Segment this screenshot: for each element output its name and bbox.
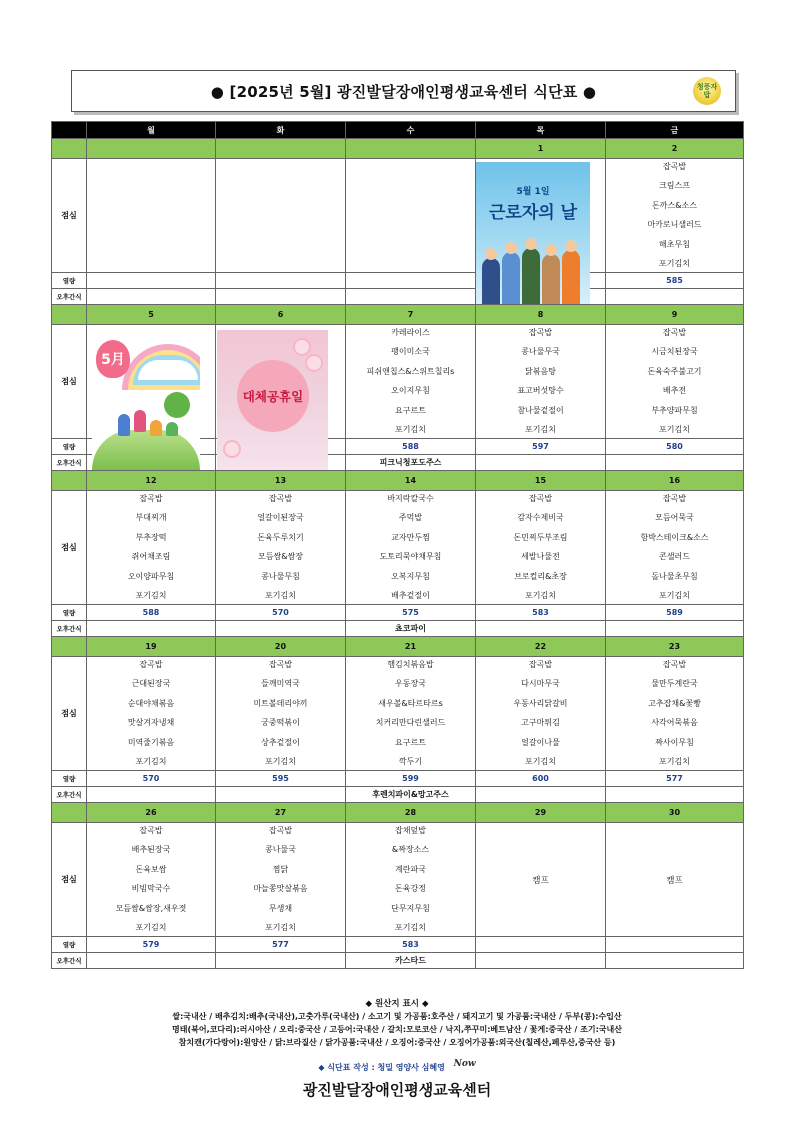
lunch-cell bbox=[346, 159, 476, 273]
menu-item: 잡곡밥 bbox=[268, 660, 293, 669]
menu-item-list bbox=[606, 159, 743, 272]
menu-item: 얼갈이나물 bbox=[521, 737, 560, 747]
menu-item: 고구마튀김 bbox=[521, 718, 560, 728]
lunch-cell bbox=[476, 823, 606, 937]
menu-item: 배추겉절이 bbox=[391, 590, 430, 600]
menu-item: 포기김치 bbox=[265, 756, 296, 766]
single-menu: 캠프 bbox=[532, 875, 549, 886]
date-row bbox=[52, 471, 744, 491]
menu-item: 햄김치볶음밥 bbox=[387, 660, 434, 669]
snack-cell bbox=[606, 621, 744, 637]
date-cell: 12 bbox=[87, 471, 216, 491]
menu-item: 포기김치 bbox=[395, 922, 426, 932]
kcal-row bbox=[52, 771, 744, 787]
menu-item: 잡곡밥 bbox=[528, 660, 553, 669]
organization-name: 광진발달장애인평생교육센터 bbox=[302, 1081, 492, 1099]
may-illustration bbox=[92, 330, 200, 470]
author-text: ◆ 식단표 작성 : 청밀 영양사 심혜영 bbox=[318, 1063, 445, 1072]
menu-item: 부추장떡 bbox=[135, 532, 167, 542]
snack-cell bbox=[216, 787, 346, 803]
menu-item: 포기김치 bbox=[265, 590, 296, 600]
kcal-cell: 583 bbox=[346, 937, 476, 953]
menu-item: 배추된장국 bbox=[131, 845, 171, 855]
menu-item: 깍두기 bbox=[398, 756, 423, 766]
menu-item: 고추잡채&꽃빵 bbox=[648, 698, 701, 708]
family-figure bbox=[118, 414, 130, 436]
menu-item: 포기김치 bbox=[525, 424, 556, 434]
menu-item: 모듬어묵국 bbox=[655, 513, 694, 523]
menu-item: 마카로니샐러드 bbox=[647, 220, 702, 230]
kcal-cell: 588 bbox=[87, 605, 216, 621]
lunch-row bbox=[52, 657, 744, 771]
date-row bbox=[52, 803, 744, 823]
menu-item: 미역줄기볶음 bbox=[127, 737, 175, 747]
menu-item: 포기김치 bbox=[135, 922, 167, 932]
snack-cell: 쵸코파이 bbox=[346, 621, 476, 637]
menu-item-list bbox=[87, 657, 215, 770]
menu-item: 잡곡밥 bbox=[268, 826, 293, 835]
menu-item: 계란파국 bbox=[395, 864, 426, 874]
kcal-cell: 577 bbox=[606, 771, 744, 787]
date-cell: 5 bbox=[87, 305, 216, 325]
weekday-header: 화 bbox=[216, 122, 346, 139]
date-label-cell bbox=[52, 637, 87, 657]
lunch-cell bbox=[346, 325, 476, 439]
snack-cell bbox=[216, 621, 346, 637]
snack-row bbox=[52, 289, 744, 305]
menu-item: 쥐어채조림 bbox=[131, 552, 171, 562]
snack-label: 오후간식 bbox=[52, 621, 87, 637]
date-cell: 27 bbox=[216, 803, 346, 823]
lunch-label: 점심 bbox=[52, 823, 87, 937]
menu-item-list bbox=[476, 657, 605, 770]
menu-item: 교자만두찜 bbox=[391, 532, 430, 542]
may-badge-text: 5月 bbox=[101, 352, 125, 368]
kcal-cell bbox=[216, 273, 346, 289]
menu-item: 세발나물전 bbox=[521, 552, 560, 562]
menu-item: 오이지무침 bbox=[391, 386, 430, 396]
menu-item: 포기김치 bbox=[265, 922, 296, 932]
family-figure bbox=[166, 422, 178, 436]
menu-item: 궁중떡볶이 bbox=[261, 718, 300, 728]
date-cell: 22 bbox=[476, 637, 606, 657]
page-title: ● [2025년 5월] 광진발달장애인평생교육센터 식단표 ● bbox=[210, 82, 597, 101]
snack-label: 오후간식 bbox=[52, 455, 87, 471]
substitute-holiday-illustration bbox=[217, 330, 328, 470]
menu-item: 포기김치 bbox=[395, 424, 426, 434]
title-box bbox=[71, 70, 736, 112]
lunch-label: 점심 bbox=[52, 159, 87, 273]
menu-item: 비빔막국수 bbox=[131, 884, 171, 894]
menu-item: 우동장국 bbox=[395, 679, 426, 689]
menu-item: 시금치된장국 bbox=[651, 347, 698, 357]
menu-item-list bbox=[476, 491, 605, 604]
menu-item: 상추겉절이 bbox=[261, 737, 300, 747]
worker-figure bbox=[562, 250, 580, 304]
date-cell bbox=[216, 139, 346, 159]
menu-item-list bbox=[87, 491, 215, 604]
substitute-holiday-text: 대체공휴일 bbox=[242, 389, 304, 404]
menu-item-list bbox=[216, 823, 345, 936]
lunch-cell bbox=[216, 491, 346, 605]
menu-item: 주먹밥 bbox=[398, 513, 423, 523]
menu-item: 요구르트 bbox=[395, 737, 426, 747]
kcal-cell: 570 bbox=[87, 771, 216, 787]
menu-item: 돈까스&소스 bbox=[652, 200, 697, 210]
kcal-row bbox=[52, 273, 744, 289]
lunch-cell bbox=[216, 159, 346, 273]
snack-cell: 피크닉청포도주스 bbox=[346, 455, 476, 471]
worker-figure bbox=[542, 254, 560, 304]
snack-row bbox=[52, 787, 744, 803]
date-cell: 26 bbox=[87, 803, 216, 823]
date-cell: 21 bbox=[346, 637, 476, 657]
menu-item: 오이양파무침 bbox=[127, 571, 175, 581]
menu-item: 돌나물초무침 bbox=[651, 571, 698, 581]
menu-item: 포기김치 bbox=[659, 590, 690, 600]
kcal-cell bbox=[476, 937, 606, 953]
kcal-label: 열량 bbox=[52, 771, 87, 787]
menu-item: 부추양파무침 bbox=[651, 405, 698, 415]
lunch-cell bbox=[476, 325, 606, 439]
menu-item: 돈육보쌈 bbox=[135, 864, 167, 874]
kcal-cell: 583 bbox=[476, 605, 606, 621]
menu-item: 잡곡밥 bbox=[139, 826, 163, 835]
snack-label: 오후간식 bbox=[52, 787, 87, 803]
menu-item: 모듬쌈&쌈장,새우젓 bbox=[115, 903, 187, 913]
date-cell: 9 bbox=[606, 305, 744, 325]
labor-day-title: 근로자의 날 bbox=[488, 203, 578, 223]
menu-item: 팽이미소국 bbox=[391, 347, 430, 357]
menu-item: 잡곡밥 bbox=[662, 660, 687, 669]
menu-item: 맛살겨자냉채 bbox=[127, 718, 175, 728]
blossom-icon bbox=[307, 356, 321, 370]
kcal-cell bbox=[87, 273, 216, 289]
menu-item: 돈육숙주불고기 bbox=[647, 366, 702, 376]
center-logo bbox=[693, 77, 721, 105]
lunch-cell bbox=[476, 491, 606, 605]
origin-title: ◆ 원산지 표시 ◆ bbox=[365, 999, 429, 1009]
date-cell bbox=[346, 139, 476, 159]
kcal-cell: 570 bbox=[216, 605, 346, 621]
snack-cell bbox=[216, 953, 346, 969]
date-cell: 29 bbox=[476, 803, 606, 823]
weekday-header: 월 bbox=[87, 122, 216, 139]
menu-item-list bbox=[606, 657, 743, 770]
family-figure bbox=[150, 420, 162, 436]
menu-item: 들깨미역국 bbox=[261, 679, 300, 689]
menu-item: 포기김치 bbox=[659, 424, 690, 434]
kcal-cell: 580 bbox=[606, 439, 744, 455]
lunch-cell bbox=[346, 491, 476, 605]
lunch-row bbox=[52, 823, 744, 937]
date-cell: 23 bbox=[606, 637, 744, 657]
lunch-cell bbox=[606, 159, 744, 273]
snack-cell bbox=[476, 953, 606, 969]
date-label-cell bbox=[52, 803, 87, 823]
lunch-cell bbox=[606, 823, 744, 937]
menu-item: 단무지무침 bbox=[391, 903, 430, 913]
snack-cell bbox=[606, 455, 744, 471]
snack-cell bbox=[87, 621, 216, 637]
menu-item: 브로컬리&초장 bbox=[514, 571, 567, 581]
lunch-cell bbox=[606, 657, 744, 771]
substitute-holiday-circle bbox=[237, 360, 309, 432]
menu-item: 무생채 bbox=[268, 903, 293, 913]
origin-line: 명태(북어,코다리):러시아산 / 오리:중국산 / 고등어:국내산 / 갈치:모로코산 / 낙지,쭈꾸미:베트남산 / 꽃게:중국산 / 조기:국내산 bbox=[172, 1025, 622, 1034]
date-cell: 16 bbox=[606, 471, 744, 491]
menu-item: 요구르트 bbox=[395, 405, 426, 415]
snack-row bbox=[52, 621, 744, 637]
kcal-label: 열량 bbox=[52, 273, 87, 289]
date-cell: 20 bbox=[216, 637, 346, 657]
lunch-cell bbox=[87, 657, 216, 771]
menu-item: 잡곡밥 bbox=[268, 494, 293, 503]
date-cell: 30 bbox=[606, 803, 744, 823]
lunch-label: 점심 bbox=[52, 325, 87, 439]
menu-item: 참나물겉절이 bbox=[517, 405, 564, 415]
snack-cell bbox=[87, 289, 216, 305]
weekday-header: 목 bbox=[476, 122, 606, 139]
kcal-cell: 589 bbox=[606, 605, 744, 621]
worker-head bbox=[545, 244, 557, 256]
menu-item: 표고버섯탕수 bbox=[517, 386, 564, 396]
weekday-header: 수 bbox=[346, 122, 476, 139]
worker-figure bbox=[482, 258, 500, 304]
worker-head bbox=[525, 238, 537, 250]
lunch-label: 점심 bbox=[52, 657, 87, 771]
kcal-cell: 588 bbox=[346, 439, 476, 455]
menu-item-list bbox=[606, 325, 743, 438]
menu-item: 잡곡밥 bbox=[139, 494, 163, 503]
snack-row bbox=[52, 953, 744, 969]
header-corner bbox=[52, 122, 87, 139]
menu-item: 부대찌개 bbox=[135, 513, 167, 523]
menu-item-list bbox=[346, 325, 475, 438]
menu-item-list bbox=[346, 657, 475, 770]
snack-cell bbox=[606, 289, 744, 305]
lunch-cell bbox=[346, 657, 476, 771]
snack-cell bbox=[476, 455, 606, 471]
date-cell: 2 bbox=[606, 139, 744, 159]
snack-cell bbox=[216, 289, 346, 305]
menu-item: 돈민찌두부조림 bbox=[513, 532, 568, 542]
kcal-cell: 585 bbox=[606, 273, 744, 289]
menu-item: 다시마무국 bbox=[521, 679, 560, 689]
date-row bbox=[52, 139, 744, 159]
menu-item: 카레라이스 bbox=[391, 328, 430, 337]
lunch-cell bbox=[216, 657, 346, 771]
worker-head bbox=[485, 248, 497, 260]
menu-item: 포기김치 bbox=[525, 590, 556, 600]
date-cell: 15 bbox=[476, 471, 606, 491]
lunch-cell bbox=[87, 823, 216, 937]
worker-head bbox=[505, 242, 517, 254]
menu-item: 잡곡밥 bbox=[662, 162, 687, 171]
snack-cell bbox=[606, 953, 744, 969]
snack-cell bbox=[606, 787, 744, 803]
menu-item: 잡곡밥 bbox=[662, 328, 687, 337]
menu-item: 돈육강정 bbox=[395, 884, 426, 894]
menu-item: 바지락칼국수 bbox=[387, 494, 434, 503]
date-cell: 13 bbox=[216, 471, 346, 491]
snack-cell: 카스타드 bbox=[346, 953, 476, 969]
labor-day-illustration bbox=[476, 162, 590, 304]
family-figure bbox=[134, 410, 146, 432]
date-cell: 7 bbox=[346, 305, 476, 325]
snack-cell bbox=[476, 787, 606, 803]
date-cell: 6 bbox=[216, 305, 346, 325]
snack-cell bbox=[87, 787, 216, 803]
menu-item: 돈육두루치기 bbox=[257, 532, 304, 542]
logo-text: 청풍자 밥 bbox=[696, 83, 718, 99]
menu-item: 순대야채볶음 bbox=[127, 698, 175, 708]
menu-item: 포기김치 bbox=[135, 590, 167, 600]
date-label-cell bbox=[52, 471, 87, 491]
blossom-icon bbox=[225, 442, 239, 456]
tree-shape bbox=[164, 392, 190, 418]
menu-item: 해초무침 bbox=[659, 239, 690, 249]
menu-item: 물만두계란국 bbox=[651, 679, 698, 689]
single-menu: 캠프 bbox=[666, 875, 683, 886]
may-heart-badge bbox=[96, 340, 130, 378]
menu-item: 포기김치 bbox=[525, 756, 556, 766]
menu-item-list bbox=[346, 491, 475, 604]
kcal-cell: 597 bbox=[476, 439, 606, 455]
menu-item: 잡채덮밥 bbox=[395, 826, 426, 835]
menu-item: 포기김치 bbox=[135, 756, 167, 766]
blossom-icon bbox=[295, 340, 309, 354]
weekday-header-row bbox=[52, 122, 744, 139]
menu-item: 짜사이무침 bbox=[655, 737, 694, 747]
menu-item-list bbox=[87, 823, 215, 936]
kcal-label: 열량 bbox=[52, 937, 87, 953]
menu-item: 새우볼&타르타르s bbox=[378, 698, 443, 708]
signature: Now bbox=[453, 1059, 476, 1069]
date-cell: 8 bbox=[476, 305, 606, 325]
menu-item: 우동사리닭갈비 bbox=[513, 698, 568, 708]
kcal-cell: 577 bbox=[216, 937, 346, 953]
lunch-cell bbox=[87, 159, 216, 273]
menu-item: 배추전 bbox=[662, 386, 687, 396]
menu-item: 모듬쌈&쌈장 bbox=[258, 552, 303, 562]
menu-item: 감자수제비국 bbox=[517, 513, 564, 523]
date-cell: 1 bbox=[476, 139, 606, 159]
menu-item: 근대된장국 bbox=[131, 679, 171, 689]
menu-item: 오복지무침 bbox=[391, 571, 430, 581]
menu-item: 함박스테이크&소스 bbox=[640, 532, 709, 542]
menu-item: 크림스프 bbox=[659, 181, 690, 191]
kcal-row bbox=[52, 605, 744, 621]
menu-item: 잡곡밥 bbox=[662, 494, 687, 503]
weekday-header: 금 bbox=[606, 122, 744, 139]
worker-figure bbox=[502, 252, 520, 304]
kcal-cell: 599 bbox=[346, 771, 476, 787]
snack-cell: 후렌치파이&망고주스 bbox=[346, 787, 476, 803]
author-line bbox=[51, 1059, 743, 1073]
snack-cell bbox=[87, 953, 216, 969]
snack-cell bbox=[476, 621, 606, 637]
menu-item-list bbox=[346, 823, 475, 936]
kcal-label: 열량 bbox=[52, 605, 87, 621]
snack-label: 오후간식 bbox=[52, 289, 87, 305]
menu-item-list bbox=[216, 491, 345, 604]
menu-item: 콩나물무국 bbox=[521, 347, 560, 357]
menu-item: 잡곡밥 bbox=[528, 328, 553, 337]
menu-item: 잡곡밥 bbox=[528, 494, 553, 503]
menu-item: 얼갈이된장국 bbox=[257, 513, 304, 523]
menu-item: 마늘쫑맛살볶음 bbox=[253, 884, 308, 894]
meal-plan-table bbox=[51, 121, 744, 969]
lunch-row bbox=[52, 159, 744, 273]
date-label-cell bbox=[52, 305, 87, 325]
menu-item-list bbox=[216, 657, 345, 770]
date-cell bbox=[87, 139, 216, 159]
worker-head bbox=[565, 240, 577, 252]
labor-day-date: 5월 1일 bbox=[516, 187, 550, 197]
menu-item: 도토리묵야채무침 bbox=[379, 552, 442, 562]
kcal-cell: 600 bbox=[476, 771, 606, 787]
kcal-cell bbox=[606, 937, 744, 953]
menu-item: &짜장소스 bbox=[391, 845, 430, 855]
lunch-cell bbox=[606, 491, 744, 605]
snack-label: 오후간식 bbox=[52, 953, 87, 969]
lunch-cell bbox=[87, 491, 216, 605]
menu-item: 콩나물국 bbox=[265, 845, 296, 855]
lunch-cell bbox=[476, 657, 606, 771]
lunch-label: 점심 bbox=[52, 491, 87, 605]
worker-figure bbox=[522, 248, 540, 304]
lunch-row bbox=[52, 491, 744, 605]
lunch-cell bbox=[606, 325, 744, 439]
date-cell: 28 bbox=[346, 803, 476, 823]
lunch-cell bbox=[216, 823, 346, 937]
kcal-cell bbox=[346, 273, 476, 289]
kcal-label: 열량 bbox=[52, 439, 87, 455]
menu-item: 잡곡밥 bbox=[139, 660, 163, 669]
menu-item-list bbox=[606, 491, 743, 604]
grass-hill bbox=[92, 430, 200, 470]
menu-item: 치커리만다린샐러드 bbox=[375, 718, 446, 728]
menu-item: 포기김치 bbox=[659, 756, 690, 766]
menu-item: 닭볶음탕 bbox=[525, 366, 556, 376]
date-cell: 19 bbox=[87, 637, 216, 657]
date-cell: 14 bbox=[346, 471, 476, 491]
date-label-cell bbox=[52, 139, 87, 159]
kcal-cell: 579 bbox=[87, 937, 216, 953]
kcal-row bbox=[52, 937, 744, 953]
date-row bbox=[52, 637, 744, 657]
menu-item: 사각어묵볶음 bbox=[651, 718, 698, 728]
origin-line: 참치캔(가다랑어):원양산 / 닭:브라질산 / 닭가공품:국내산 / 오징어:중국산 / 오징어가공품:외국산(칠레산,페루산,중국산 등) bbox=[178, 1038, 616, 1047]
rainbow-shape bbox=[122, 344, 200, 390]
lunch-cell bbox=[346, 823, 476, 937]
menu-item: 찜닭 bbox=[272, 864, 289, 874]
date-row bbox=[52, 305, 744, 325]
menu-item: 콘샐러드 bbox=[659, 552, 690, 562]
menu-item: 포기김치 bbox=[659, 258, 690, 268]
menu-item-list bbox=[476, 325, 605, 438]
menu-item: 콩나물무침 bbox=[261, 571, 300, 581]
kcal-cell: 575 bbox=[346, 605, 476, 621]
menu-item: 미트볼데리야끼 bbox=[253, 698, 308, 708]
origin-line: 쌀:국내산 / 배추김치:배추(국내산),고춧가루(국내산) / 소고기 및 가공품:호주산 / 돼지고기 및 가공품:국내산 / 두부(콩):수입산 bbox=[172, 1012, 622, 1021]
menu-item: 피쉬앤칩스&스위트칠리s bbox=[366, 366, 455, 376]
kcal-cell: 595 bbox=[216, 771, 346, 787]
snack-cell bbox=[346, 289, 476, 305]
